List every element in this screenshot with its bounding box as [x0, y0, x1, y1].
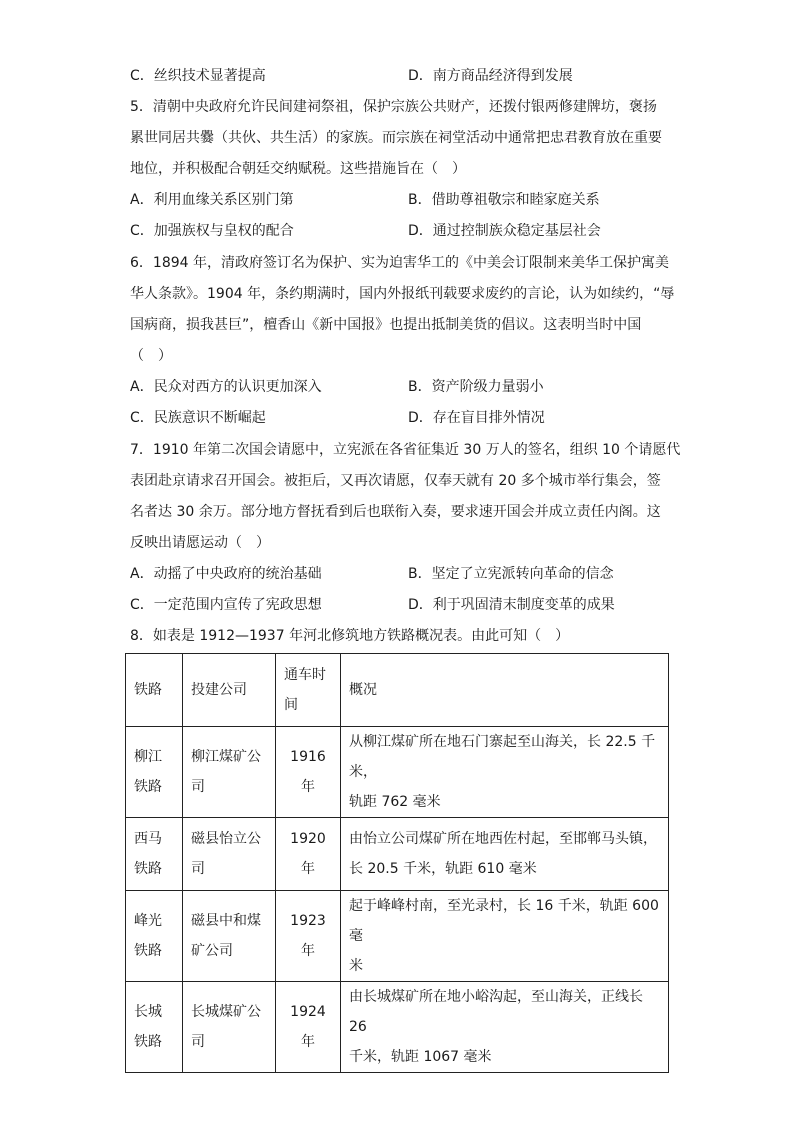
- cell-railway: 峰光 铁路: [126, 891, 183, 982]
- q7-option-d: D．利于巩固清末制度变革的成果: [408, 597, 615, 613]
- cell-railway: 西马 铁路: [126, 818, 183, 891]
- header-open-time: 通车时 间: [276, 654, 341, 727]
- table-row: [126, 818, 669, 891]
- q8-stem: 8．如表是 1912—1937 年河北修筑地方铁路概况表。由此可知（ ）: [130, 628, 570, 644]
- q7-stem-line-1: 7．1910 年第二次国会请愿中，立宪派在各省征集近 30 万人的签名，组织 10 个请愿代: [130, 442, 681, 458]
- header-company: 投建公司: [183, 654, 276, 727]
- q6-stem-line-2: 华人条款》。1904 年，条约期满时，国内外报纸刊载要求废约的言论，认为如续约，“辱: [130, 286, 675, 302]
- q5-option-b: B．借助尊祖敬宗和睦家庭关系: [408, 192, 600, 208]
- q6-option-a: A．民众对西方的认识更加深入: [130, 379, 322, 395]
- table-row: [126, 982, 669, 1073]
- q6-option-c: C．民族意识不断崛起: [130, 410, 266, 426]
- cell-year: 1916 年: [276, 727, 341, 818]
- q4-option-c: C．丝织技术显著提高: [130, 68, 266, 84]
- table-header-row: [126, 654, 669, 727]
- q5-option-c: C．加强族权与皇权的配合: [130, 223, 294, 239]
- q4-option-d: D．南方商品经济得到发展: [408, 68, 573, 84]
- q5-option-d: D．通过控制族众稳定基层社会: [408, 223, 601, 239]
- cell-summary: 起于峰峰村南，至光录村，长 16 千米，轨距 600 毫 米: [341, 891, 669, 982]
- cell-year: 1920 年: [276, 818, 341, 891]
- cell-summary: 由长城煤矿所在地小峪沟起，至山海关，正线长 26 千米，轨距 1067 毫米: [341, 982, 669, 1073]
- cell-summary: 由怡立公司煤矿所在地西佐村起，至邯郸马头镇， 长 20.5 千米，轨距 610 毫米: [341, 818, 669, 891]
- q6-option-b: B．资产阶级力量弱小: [408, 379, 544, 395]
- q6-stem-line-4: （ ）: [130, 348, 172, 364]
- cell-year: 1923 年: [276, 891, 341, 982]
- q7-stem-line-2: 表团赴京请求召开国会。被拒后，又再次请愿，仅奉天就有 20 多个城市举行集会，签: [130, 473, 661, 489]
- cell-company: 磁县中和煤 矿公司: [183, 891, 276, 982]
- q7-option-c: C．一定范围内宣传了宪政思想: [130, 597, 322, 613]
- q5-option-a: A．利用血缘关系区别门第: [130, 192, 294, 208]
- q5-stem-line-3: 地位，并积极配合朝廷交纳赋税。这些措施旨在（ ）: [130, 161, 466, 177]
- cell-summary: 从柳江煤矿所在地石门寨起至山海关，长 22.5 千米， 轨距 762 毫米: [341, 727, 669, 818]
- cell-company: 磁县怡立公 司: [183, 818, 276, 891]
- q5-stem-line-1: 5．清朝中央政府允许民间建祠祭祖，保护宗族公共财产，还拨付银两修建牌坊，褒扬: [130, 99, 657, 115]
- q6-stem-line-1: 6．1894 年，清政府签订名为保护、实为迫害华工的《中美会订限制来美华工保护寓美: [130, 255, 669, 271]
- header-railway: 铁路: [126, 654, 183, 727]
- q7-option-a: A．动摇了中央政府的统治基础: [130, 566, 322, 582]
- cell-railway: 柳江 铁路: [126, 727, 183, 818]
- q6-stem-line-3: 国病商，损我甚巨”，檀香山《新中国报》也提出抵制美货的倡议。这表明当时中国: [130, 317, 642, 333]
- q5-stem-line-2: 累世同居共爨（共伙、共生活）的家族。而宗族在祠堂活动中通常把忠君教育放在重要: [130, 130, 662, 146]
- railway-table: [125, 653, 669, 1073]
- cell-railway: 长城 铁路: [126, 982, 183, 1073]
- q7-stem-line-3: 名者达 30 余万。部分地方督抚看到后也联衔入奏，要求速开国会并成立责任内阁。这: [130, 504, 661, 520]
- cell-company: 长城煤矿公 司: [183, 982, 276, 1073]
- q6-option-d: D．存在盲目排外情况: [408, 410, 545, 426]
- header-summary: 概况: [341, 654, 669, 727]
- q7-stem-line-4: 反映出请愿运动（ ）: [130, 535, 270, 551]
- cell-year: 1924 年: [276, 982, 341, 1073]
- cell-company: 柳江煤矿公 司: [183, 727, 276, 818]
- table-row: [126, 727, 669, 818]
- table-row: [126, 891, 669, 982]
- q7-option-b: B．坚定了立宪派转向革命的信念: [408, 566, 614, 582]
